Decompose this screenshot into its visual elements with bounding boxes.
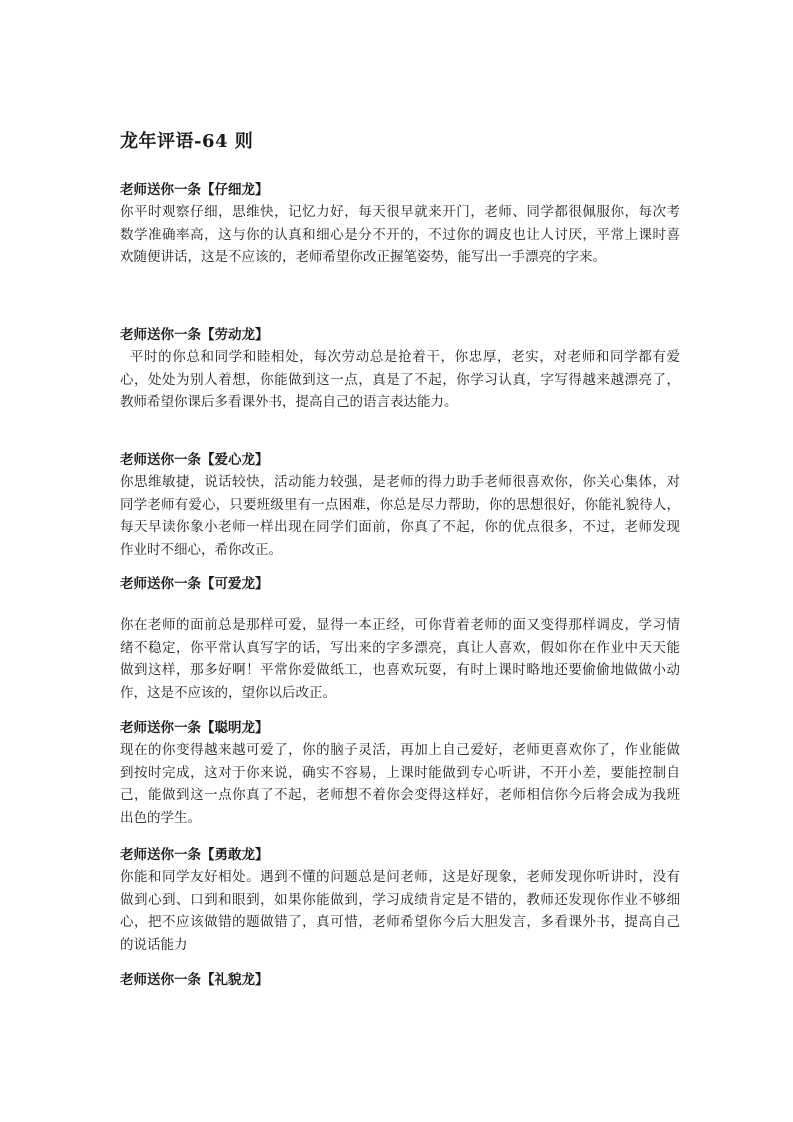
paragraph-line: 同学老师有爱心，只要班级里有一点困难，你总是尽力帮助，你的思想很好，你能礼貌待人， [120,496,680,513]
section-heading: 老师送你一条【勇敢龙】 [120,847,269,863]
paragraph-line: 你平时观察仔细，思维快，记忆力好，每天很早就来开门，老师、同学都很佩服你，每次考 [120,204,680,220]
paragraph-line: 心，把不应该做错的题做错了，真可惜，老师希望你今后大胆发言，多看课外书，提高自己 [120,914,680,931]
section-paragraph [120,201,680,269]
section-paragraph [120,346,680,414]
section-heading: 老师送你一条【礼貌龙】 [120,972,269,988]
paragraph-line: 绪不稳定，你平常认真写字的话，写出来的字多漂亮，真让人喜欢，假如你在作业中天天能 [120,639,680,656]
paragraph-line: 你能和同学友好相处。遇到不懂的问题总是问老师，这是好现象，老师发现你听讲时，没有 [120,869,680,885]
paragraph-line: 每天早读你象小老师一样出现在同学们面前，你真了不起，你的优点很多，不过，老师发现 [120,519,680,536]
paragraph-line: 作业时不细心，希你改正。 [120,542,282,559]
paragraph-line: 作，这是不应该的，望你以后改正。 [120,685,336,702]
document-title: 龙年评语-64 则 [120,131,254,152]
paragraph-line: 你思维敏捷，说话较快，活动能力较强，是老师的得力助手老师很喜欢你，你关心集体，对 [120,474,680,490]
paragraph-line: 己，能做到这一点你真了不起，老师想不着你会变得这样好，老师相信你今后将会成为我班 [120,787,680,804]
section-heading: 老师送你一条【可爱龙】 [120,576,269,592]
paragraph-line: 到按时完成，这对于你来说，确实不容易，上课时能做到专心听讲，不开小差，要能控制自 [120,764,680,781]
section-heading: 老师送你一条【劳动龙】 [120,327,269,343]
paragraph-line: 数学准确率高，这与你的认真和细心是分不开的，不过你的调皮也让人讨厌，平常上课时喜 [120,226,680,243]
paragraph-line: 欢随便讲话，这是不应该的，老师希望你改正握笔姿势，能写出一手漂亮的字来。 [120,249,606,266]
section-paragraph [120,471,680,562]
section-paragraph [120,614,680,705]
paragraph-line: 心，处处为别人着想，你能做到这一点，真是了不起，你学习认真，字写得越来越漂亮了， [120,371,680,388]
section-heading: 老师送你一条【爱心龙】 [120,452,269,468]
paragraph-line: 现在的你变得越来越可爱了，你的脑子灵活，再加上自己爱好，老师更喜欢你了，作业能做 [120,742,680,758]
paragraph-line: 做到心到、口到和眼到，如果你能做到，学习成绩肯定是不错的，教师还发现你作业不够细 [120,891,680,908]
section-paragraph [120,739,680,830]
paragraph-line: 你在老师的面前总是那样可爱，显得一本正经，可你背着老师的面又变得那样调皮，学习情 [120,617,680,633]
section-heading: 老师送你一条【聪明龙】 [120,720,269,736]
paragraph-line: 做到这样，那多好啊！平常你爱做纸工，也喜欢玩耍，有时上课时略地还要偷偷地做做小动 [120,662,680,679]
paragraph-line: 平时的你总和同学和睦相处，每次劳动总是抢着干，你忠厚，老实，对老师和同学都有爱 [120,349,680,365]
paragraph-line: 出色的学生。 [120,810,201,827]
paragraph-line: 的说话能力 [120,937,188,954]
section-paragraph [120,866,680,957]
section-heading: 老师送你一条【仔细龙】 [120,182,269,198]
paragraph-line: 教师希望你课后多看课外书，提高自己的语言表达能力。 [120,394,458,411]
